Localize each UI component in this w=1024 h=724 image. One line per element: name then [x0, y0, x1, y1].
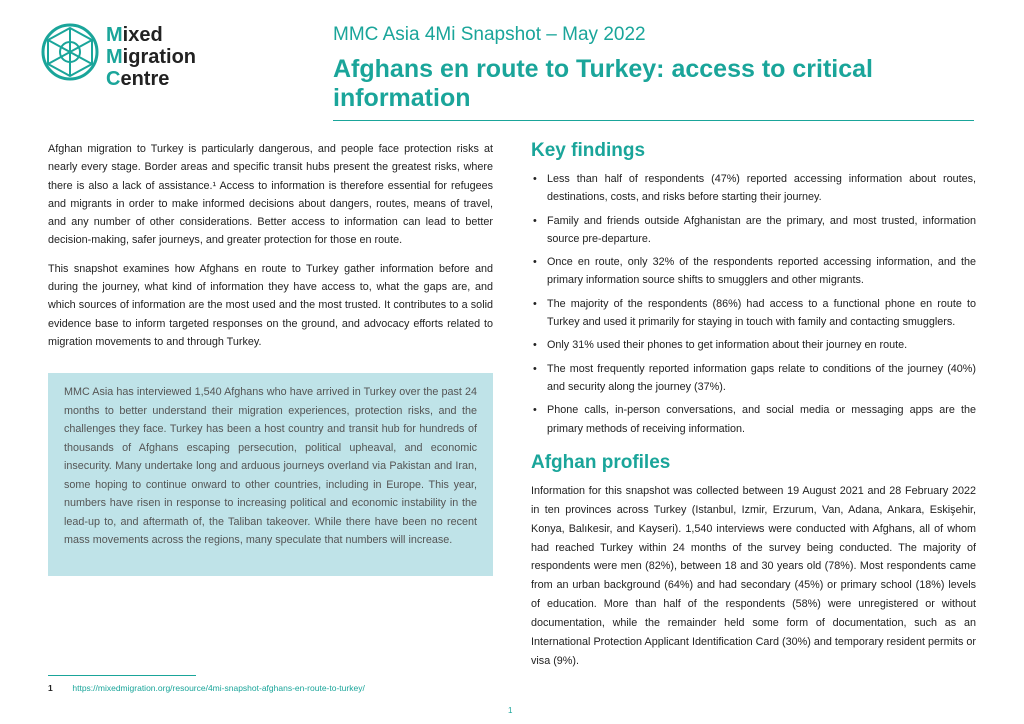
footnote	[48, 683, 365, 693]
callout-box	[48, 373, 493, 576]
list-item-text: Less than half of respondents (47%) reported accessing information about routes, destinations, costs, and risks before starting their journey.	[547, 173, 976, 204]
bullet-icon: •	[533, 256, 537, 269]
list-item-text: The majority of the respondents (86%) had access to a functional phone en route to Turkey and used it primarily for staying in touch with family and contacting smugglers.	[547, 297, 976, 329]
profiles-text: Information for this snapshot was collected between 19 August 2021 and 28 February 2022 in ten provinces across Turkey (Istanbul, Izmir, Erzurum, Van, Adana, Ankara, Eskişehir, Konya, Balıkesir, and Kayseri). 1,540 interviews were conducted with Afghans, all of whom had reached Turkey within 24 months of the survey being conducted. The majority of respondents were men (82%), between 18 and 30 years old (78%). Most respondents came from an urban background (64%) and had secondary (45%) or primary school (18%) levels of education. More than half of the respondents (58%) were unregistered or without documentation, while the remainder held some form of documentation, such as an International Protection Applicant Identification Card (30%) and temporary resident permits or visa (9%).	[531, 484, 976, 668]
list-item	[531, 170, 976, 207]
bullet-icon: •	[533, 297, 537, 310]
footnote-number: 1	[48, 683, 53, 693]
intro-paragraph-1: Afghan migration to Turkey is particularly dangerous, and people face protection risks at nearly every stage. Border areas and specific transit hubs present the greatest risks, where there is also a lack of assistance.¹ Access to information is therefore essential for refugees and migrants in order to make informed decisions about dangers, routes, means of travel, and any number of other considerations. Better access to information can lead to better decision-making, safer journeys, and greater protection for those en route.	[48, 143, 493, 247]
logo-wordmark	[106, 24, 196, 90]
page-number: 1	[508, 706, 513, 715]
mmc-logo	[40, 22, 210, 96]
right-column	[531, 140, 976, 671]
list-item-text: The most frequently reported information gaps relate to conditions of the journey (40%) and security along the journey (37%).	[547, 362, 976, 393]
footnote-divider	[48, 675, 196, 676]
bullet-icon: •	[533, 404, 537, 417]
report-title: Afghans en route to Turkey: access to critical information	[333, 55, 873, 112]
mmc-globe-icon	[40, 22, 100, 82]
list-item	[531, 401, 976, 438]
bullet-icon: •	[533, 339, 537, 352]
key-findings-list	[531, 170, 976, 438]
callout-text: MMC Asia has interviewed 1,540 Afghans who have arrived in Turkey over the past 24 months to better understand their migration experiences, protection risks, and the challenges they face. Turkey has been a host country and transit hub for hundreds of thousands of Afghans escaping persecution, political upheaval, and economic insecurity. Many undertake long and arduous journeys overland via Pakistan and Iran, some hoping to continue onward to other countries, including in Europe. This year, numbers have risen in response to increasing political and economic instability in the lead-up to, and aftermath of, the Taliban takeover. While there have been no recent mass movements across the regions, many speculate that numbers will increase.	[64, 386, 477, 546]
intro-paragraph-2: This snapshot examines how Afghans en route to Turkey gather information before and during the journey, what kind of information they have access to, what the gaps are, and which sources of information are the most used and the most trusted. It contributes to a solid evidence base to inform targeted responses on the ground, and advocacy efforts related to migration movements to and through Turkey.	[48, 262, 493, 348]
header-divider	[333, 120, 974, 121]
list-item	[531, 336, 976, 354]
key-findings-heading: Key findings	[531, 140, 646, 161]
list-item-text: Phone calls, in-person conversations, and social media or messaging apps are the primary methods of receiving information.	[547, 404, 976, 435]
profiles-heading: Afghan profiles	[531, 451, 671, 473]
bullet-icon: •	[533, 214, 537, 227]
list-item	[531, 360, 976, 397]
bullet-icon: •	[533, 173, 537, 185]
list-item	[531, 253, 976, 290]
list-item-text: Family and friends outside Afghanistan are the primary, and most trusted, information source pre-departure.	[547, 214, 976, 245]
bullet-icon: •	[533, 362, 537, 375]
list-item	[531, 295, 976, 332]
logo-line-3: Centre	[106, 68, 170, 90]
report-kicker: MMC Asia 4Mi Snapshot – May 2022	[333, 24, 646, 45]
list-item-text: Once en route, only 32% of the respondents reported accessing information, and the primary information source shifts to smugglers and other migrants.	[547, 256, 976, 287]
list-item	[531, 212, 976, 249]
list-item-text: Only 31% used their phones to get information about their journey en route.	[547, 339, 908, 352]
intro-section	[48, 140, 493, 361]
logo-line-1: Mixed	[106, 24, 163, 46]
logo-line-2: Migration	[106, 46, 197, 68]
footnote-link[interactable]: https://mixedmigration.org/resource/4mi-snapshot-afghans-en-route-to-turkey/	[72, 683, 365, 693]
